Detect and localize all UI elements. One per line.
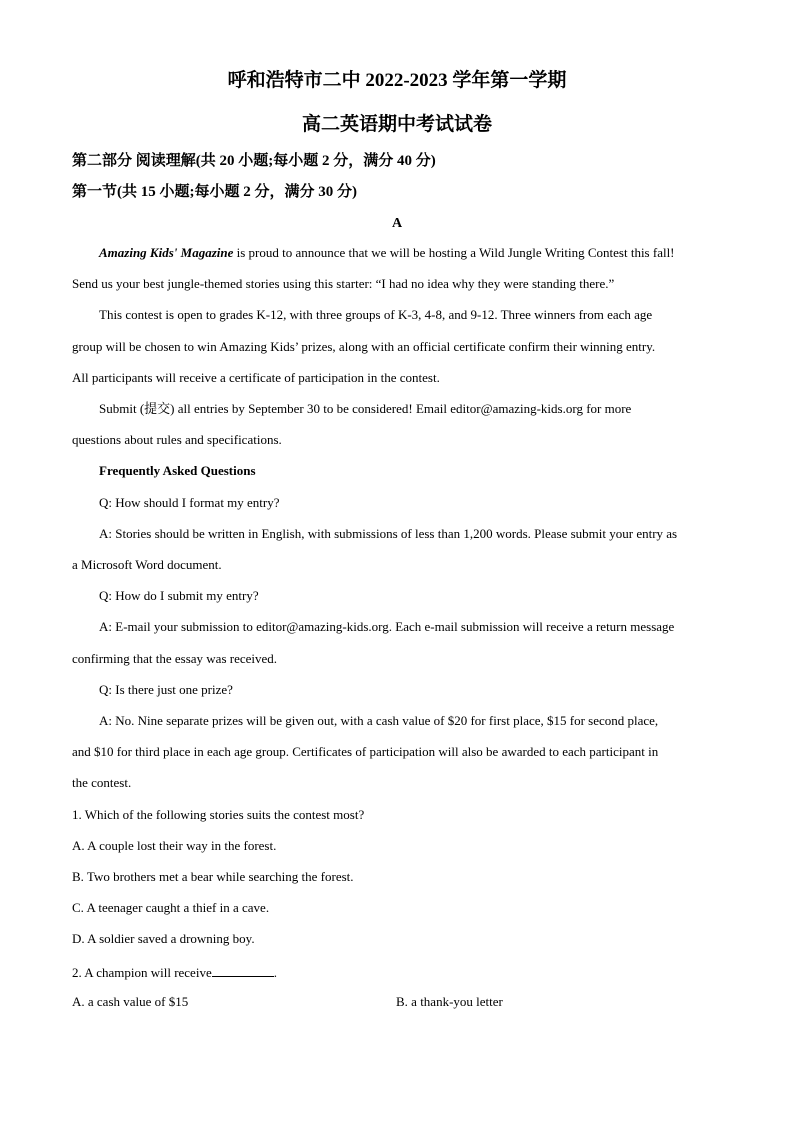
faq-a1-line2: a Microsoft Word document. bbox=[72, 557, 222, 572]
question-2-option-a: A. a cash value of $15 bbox=[72, 994, 189, 1009]
question-1-option-a: A. A couple lost their way in the forest. bbox=[72, 838, 277, 853]
passage-label: A bbox=[391, 216, 403, 231]
faq-q3: Q: Is there just one prize? bbox=[99, 682, 233, 697]
faq-a2-line1: A: E-mail your submission to editor@amazing-kids.org. Each e-mail submission will receive a return message bbox=[99, 619, 675, 634]
passage-p3-line1: Submit (提交) all entries by September 30 to be considered! Email editor@amazing-kids.org for more bbox=[99, 401, 632, 416]
faq-a3-line3: the contest. bbox=[72, 775, 132, 790]
question-2-options-row bbox=[72, 994, 732, 1010]
faq-a3-line1: A: No. Nine separate prizes will be given out, with a cash value of $20 for first place, $15 for second place, bbox=[99, 713, 659, 728]
part-heading: 第二部分 阅读理解(共 20 小题;每小题 2 分，满分 40 分) bbox=[72, 153, 436, 169]
passage-p2-line1: This contest is open to grades K-12, with three groups of K-3, 4-8, and 9-12. Three winners from each age bbox=[99, 307, 653, 322]
question-1-option-c: C. A teenager caught a thief in a cave. bbox=[72, 900, 270, 915]
faq-a2-line2: confirming that the essay was received. bbox=[72, 651, 278, 666]
passage-p1-rest: is proud to announce that we will be hosting a Wild Jungle Writing Contest this fall! bbox=[233, 245, 675, 260]
magazine-name: Amazing Kids' Magazine bbox=[99, 245, 234, 260]
exam-title-line2: 高二英语期中考试试卷 bbox=[301, 114, 492, 135]
answer-blank bbox=[212, 963, 274, 977]
section-heading: 第一节(共 15 小题;每小题 2 分，满分 30 分) bbox=[72, 184, 357, 200]
faq-heading: Frequently Asked Questions bbox=[99, 463, 256, 478]
exam-title-line1: 呼和浩特市二中 2022-2023 学年第一学期 bbox=[227, 70, 567, 91]
question-2-stem-end: . bbox=[273, 965, 277, 980]
question-1-stem: 1. Which of the following stories suits the contest most? bbox=[72, 807, 365, 822]
question-1-option-d: D. A soldier saved a drowning boy. bbox=[72, 931, 255, 946]
question-2-option-b: B. a thank-you letter bbox=[396, 994, 503, 1009]
question-1-option-b: B. Two brothers met a bear while searching the forest. bbox=[72, 869, 354, 884]
passage-p2-line3: All participants will receive a certificate of participation in the contest. bbox=[72, 370, 440, 385]
question-2-stem-text: 2. A champion will receive bbox=[72, 965, 212, 980]
question-2-stem bbox=[72, 963, 732, 981]
passage-p1-line1 bbox=[99, 245, 732, 261]
faq-a3-line2: and $10 for third place in each age group. Certificates of participation will also be awarded to each participant in bbox=[72, 744, 659, 759]
passage-p2-line2: group will be chosen to win Amazing Kids’ prizes, along with an official certificate confirm their winning entry. bbox=[72, 339, 656, 354]
faq-q1: Q: How should I format my entry? bbox=[99, 495, 280, 510]
passage-p1-line2: Send us your best jungle-themed stories using this starter: “I had no idea why they were standing there.” bbox=[72, 276, 615, 291]
faq-a1-line1: A: Stories should be written in English, with submissions of less than 1,200 words. Please submit your entry as bbox=[99, 526, 678, 541]
faq-q2: Q: How do I submit my entry? bbox=[99, 588, 259, 603]
passage-p3-line2: questions about rules and specifications. bbox=[72, 432, 282, 447]
